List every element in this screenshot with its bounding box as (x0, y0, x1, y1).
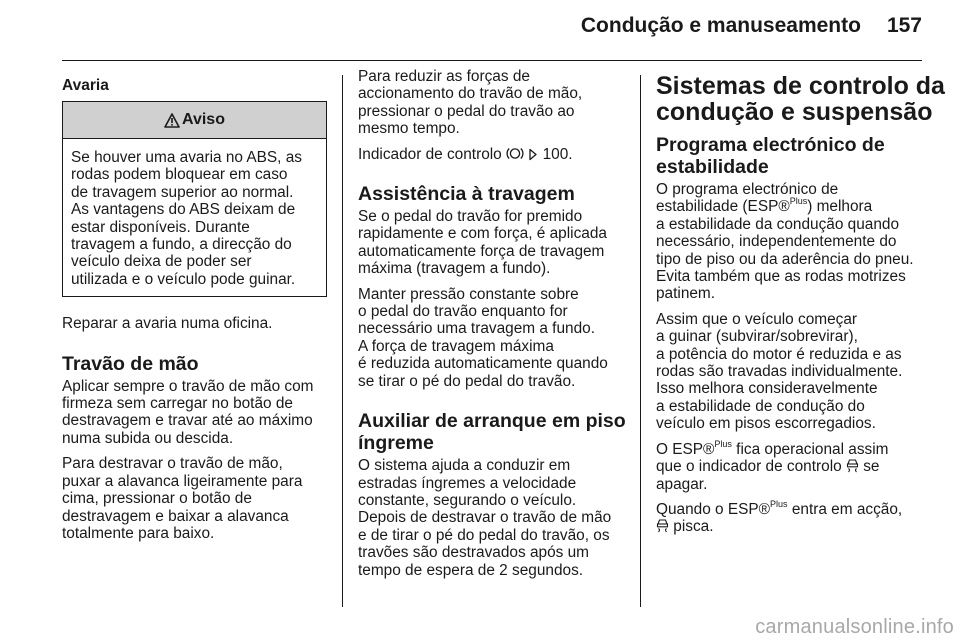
column-2 (358, 68, 628, 587)
indicator-paragraph (358, 146, 628, 163)
page-header (581, 14, 922, 38)
chapter-title: Condução e manuseamento (580, 14, 861, 37)
paragraph (656, 181, 926, 303)
text-run: Quando o ESP® (656, 500, 771, 518)
text-run: pisca. (669, 518, 714, 536)
column-divider (342, 75, 343, 607)
text-run: O programa electrónico de estabilidade (ESP® (656, 181, 839, 216)
paragraph (656, 438, 926, 493)
paragraph: Assim que o veículo começar a guinar (subvirar/sobrevirar), a potência do motor é reduzida e as rodas são travadas individualmente. Isso melhora consideravelmente a estabilidade de condução do veículo em pisos escorregadios. (656, 310, 903, 433)
superscript: Plus (789, 196, 808, 207)
paragraph: O sistema ajuda a conduzir em estradas íngremes a velocidade constante, segurando o veículo. Depois de destravar o travão de mão e de tirar o pé do pedal do travão, os travões são destravados após um tempo de espera de 2 segundos. (358, 457, 612, 579)
chapter-section-title: Sistemas de controlo da condução e suspensão (656, 72, 945, 126)
subsection-title-esp: Programa electrónico de estabilidade (656, 134, 885, 178)
warning-triangle-icon (164, 113, 180, 128)
superscript: Plus (770, 498, 788, 509)
watermark: carmanualsonline.info (755, 616, 954, 638)
warning-title: Aviso (182, 111, 225, 128)
paragraph: Aplicar sempre o travão de mão com firmeza sem carregar no botão de destravagem e travar até ao máximo numa subida ou descida. (62, 377, 314, 447)
warning-header (63, 102, 326, 139)
warning-box (62, 101, 327, 297)
paragraph: Para destravar o travão de mão, puxar a alavanca ligeiramente para cima, pressionar o botão de destravagem e baixar a alavanca totalmente para baixo. (62, 455, 303, 542)
repair-paragraph: Reparar a avaria numa oficina. (62, 315, 273, 333)
paragraph: Se o pedal do travão for premido rapidamente e com força, é aplicada automaticamente força de travagem máxima (travagem a fundo). (358, 208, 607, 278)
esp-skid-car-icon (656, 518, 669, 533)
paragraph: Manter pressão constante sobre o pedal do travão enquanto for necessário uma travagem a fundo. A força de travagem máxima é reduzida automaticamente quando se tirar o pé do pedal do travão. (358, 285, 608, 390)
section-title-hill-start-assist: Auxiliar de arranque em piso íngreme (358, 410, 626, 455)
column-divider (640, 75, 641, 607)
column-1 (62, 68, 327, 550)
esp-skid-car-icon (846, 458, 859, 473)
header-rule (62, 60, 922, 61)
text-run: entra em acção, (791, 500, 903, 518)
section-title-brake-assist: Assistência à travagem (358, 183, 575, 206)
paragraph: Para reduzir as forças de accionamento do travão de mão, pressionar o pedal do travão ao mesmo tempo. (358, 68, 583, 138)
text-run: fica operacional assim que o indicador de controlo (656, 440, 889, 476)
column-3 (656, 68, 945, 544)
warning-body (63, 139, 326, 296)
brake-warning-icon (506, 146, 524, 161)
text-run: se apagar. (656, 458, 880, 493)
paragraph (656, 498, 926, 536)
avaria-heading: Avaria (62, 77, 109, 94)
text-run: ) melhora a estabilidade da condução quando necessário, independentemente do tipo de piso ou da aderência do pneu. Evita também que as rodas motrizes patinem. (656, 198, 914, 303)
superscript: Plus (714, 438, 732, 449)
text-run: O ESP® (656, 440, 715, 458)
indicator-text: Indicador de controlo (358, 145, 502, 163)
warning-text: Se houver uma avaria no ABS, as rodas podem bloquear em caso de travagem superior ao normal. As vantagens do ABS deixam de estar disponíveis. Durante travagem a fundo, a direcção do veículo deixa de poder ser utilizada e o veículo pode guinar. (71, 149, 302, 288)
section-title-parking-brake: Travão de mão (62, 352, 199, 375)
page-number: 157 (886, 14, 922, 37)
page-reference: 100. (542, 145, 573, 163)
page-reference-arrow-icon (528, 148, 538, 161)
